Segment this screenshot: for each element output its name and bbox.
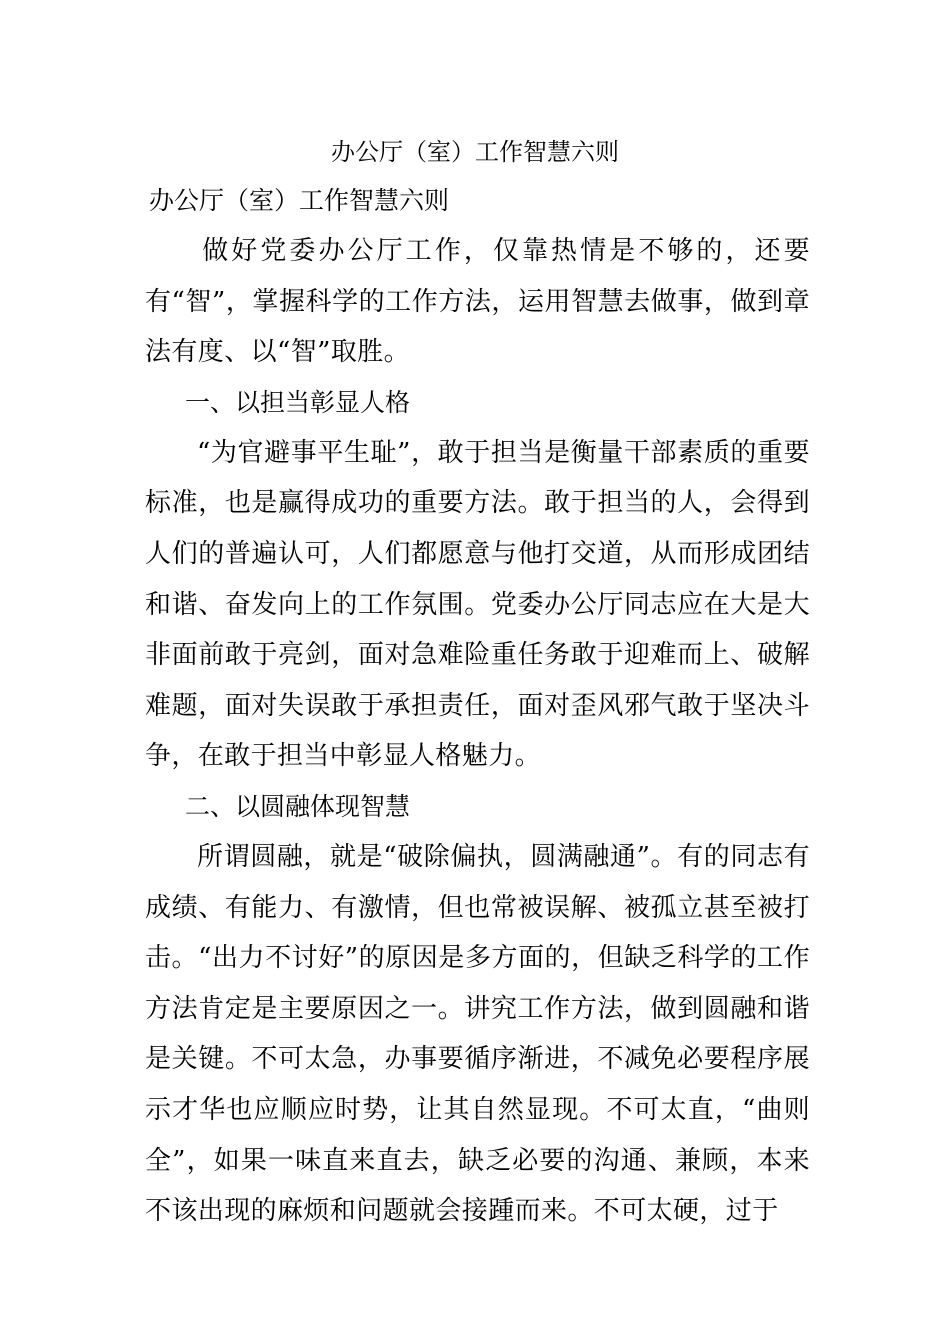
document-subtitle: 办公厅（室）工作智慧六则: [149, 186, 450, 215]
document-body: [145, 176, 810, 1237]
section-body-1: “为官避事平生耻”，敢于担当是衡量干部素质的重要标准，也是赢得成功的重要方法。敢于担当的人，会得到人们的普遍认可，人们都愿意与他打交道，从而形成团结和谐、奋发向上的工作氛围。党委办公厅同志应在大是大非面前敢于亮剑，面对急难险重任务敢于迎难而上、破解难题，面对失误敢于承担责任，面对歪风邪气敢于坚决斗争，在敢于担当中彰显人格魅力。: [145, 437, 810, 772]
section-heading-2: 二、以圆融体现智慧: [185, 791, 411, 821]
intro-paragraph: 做好党委办公厅工作，仅靠热情是不够的，还要有“智”，掌握科学的工作方法，运用智慧去做事，做到章法有度、以“智”取胜。: [145, 236, 810, 368]
document-title: 办公厅（室）工作智慧六则: [331, 138, 619, 166]
section-heading-1: 一、以担当彰显人格: [185, 387, 411, 417]
section-body-2: 所谓圆融，就是“破除偏执，圆满融通”。有的同志有成绩、有能力、有激情，但也常被误解、被孤立甚至被打击。“出力不讨好”的原因是多方面的，但缺乏科学的工作方法肯定是主要原因之一。讲究工作方法，做到圆融和谐是关键。不可太急，办事要循序渐进，不减免必要程序展示才华也应顺应时势，让其自然显现。不可太直，“曲则全”，如果一味直来直去，缺乏必要的沟通、兼顾，本来不该出现的麻烦和问题就会接踵而来。不可太硬，过于: [145, 841, 810, 1227]
